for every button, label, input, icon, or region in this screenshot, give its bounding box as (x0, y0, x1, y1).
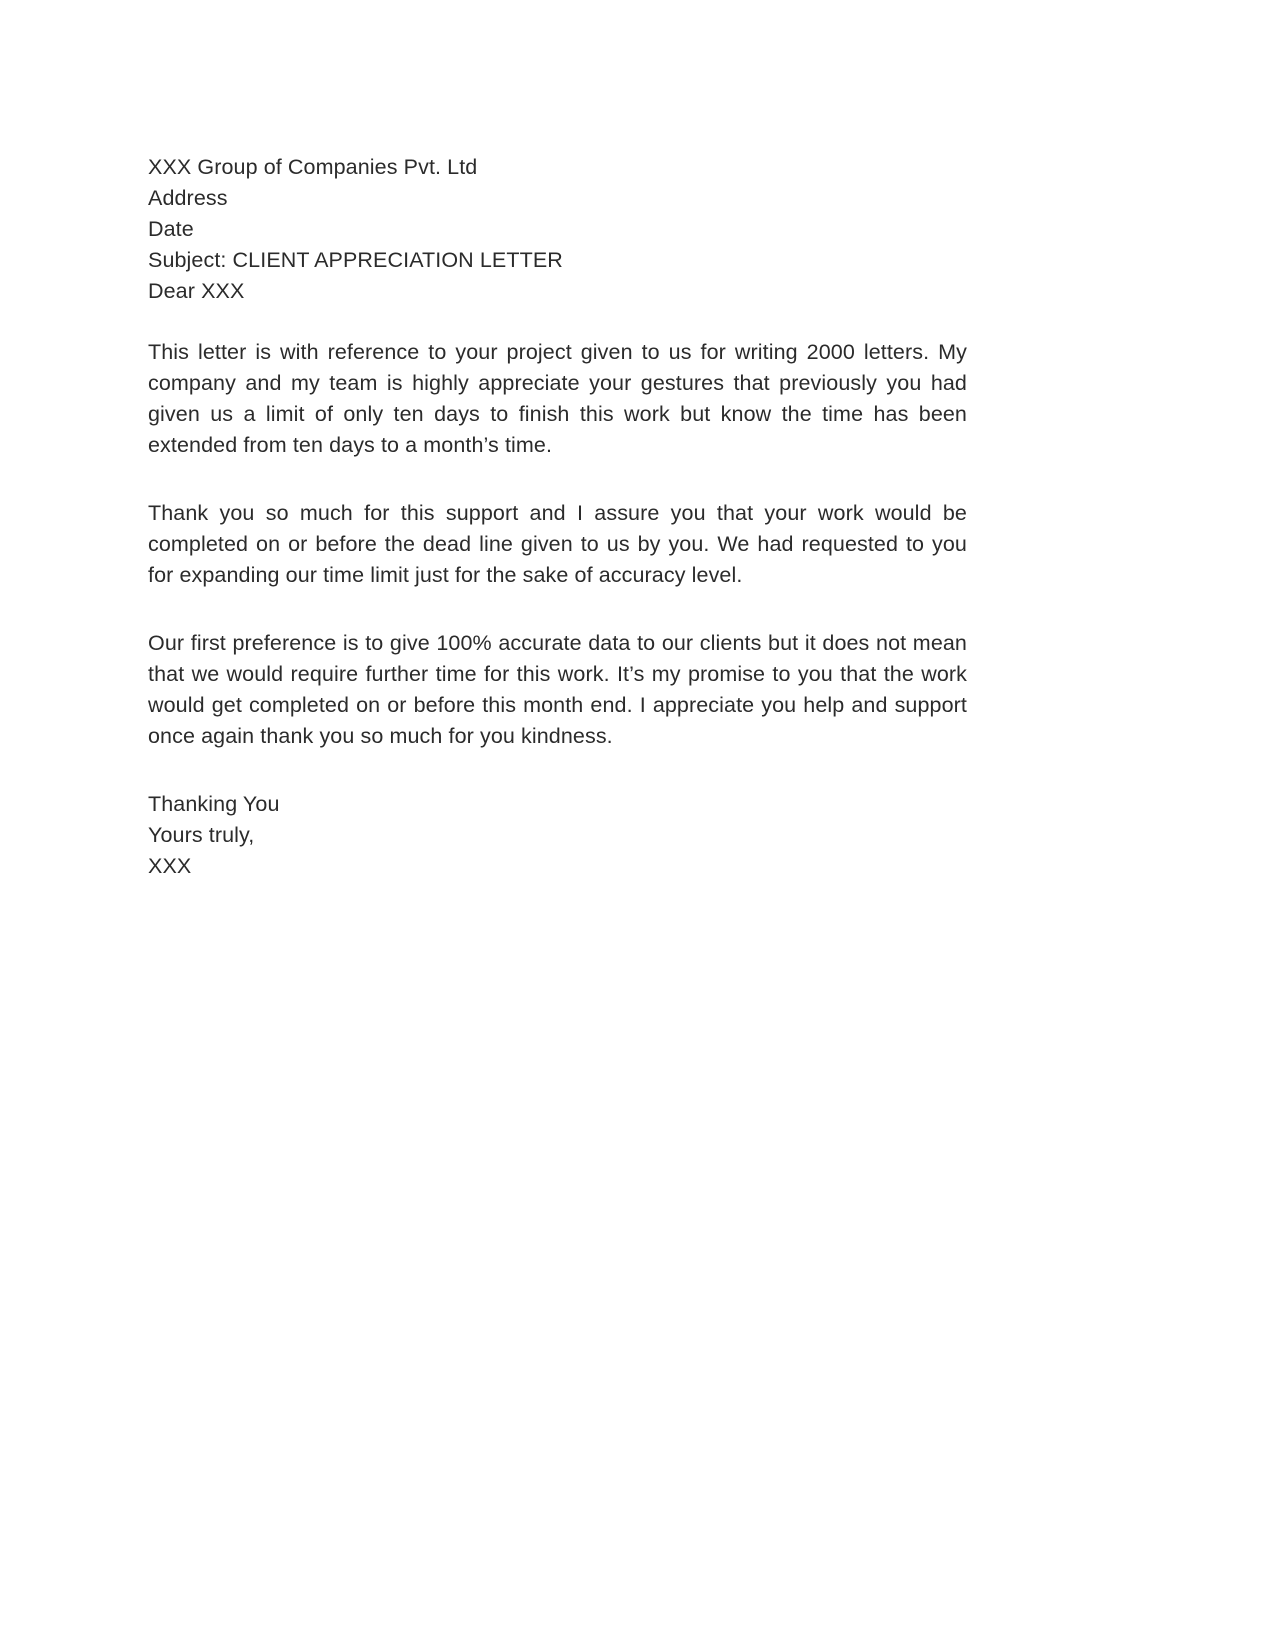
letter-body (148, 152, 967, 882)
thanking-line: Thanking You (148, 792, 280, 816)
letter-header (148, 152, 967, 307)
signoff-line: Yours truly, (148, 823, 255, 847)
paragraph-2: Thank you so much for this support and I assure you that your work would be completed on or before the dead line given to us by you. We had requested to you for expanding our time limit just for the sake of accuracy level. (148, 501, 967, 587)
subject-line: Subject: CLIENT APPRECIATION LETTER (148, 248, 563, 272)
signature-name: XXX (148, 854, 192, 878)
date-line: Date (148, 217, 194, 241)
address-line: Address (148, 186, 228, 210)
letter-closing (148, 789, 967, 882)
company-name: XXX Group of Companies Pvt. Ltd (148, 155, 478, 179)
paragraph-3: Our first preference is to give 100% accurate data to our clients but it does not mean that we would require further time for this work. It’s my promise to you that the work would get completed on or before this month end. I appreciate you help and support once again thank you so much for you kindness. (148, 631, 967, 748)
paragraph-1: This letter is with reference to your project given to us for writing 2000 letters. My company and my team is highly appreciate your gestures that previously you had given us a limit of only ten days to finish this work but know the time has been extended from ten days to a month’s time. (148, 340, 967, 457)
salutation: Dear XXX (148, 279, 245, 303)
